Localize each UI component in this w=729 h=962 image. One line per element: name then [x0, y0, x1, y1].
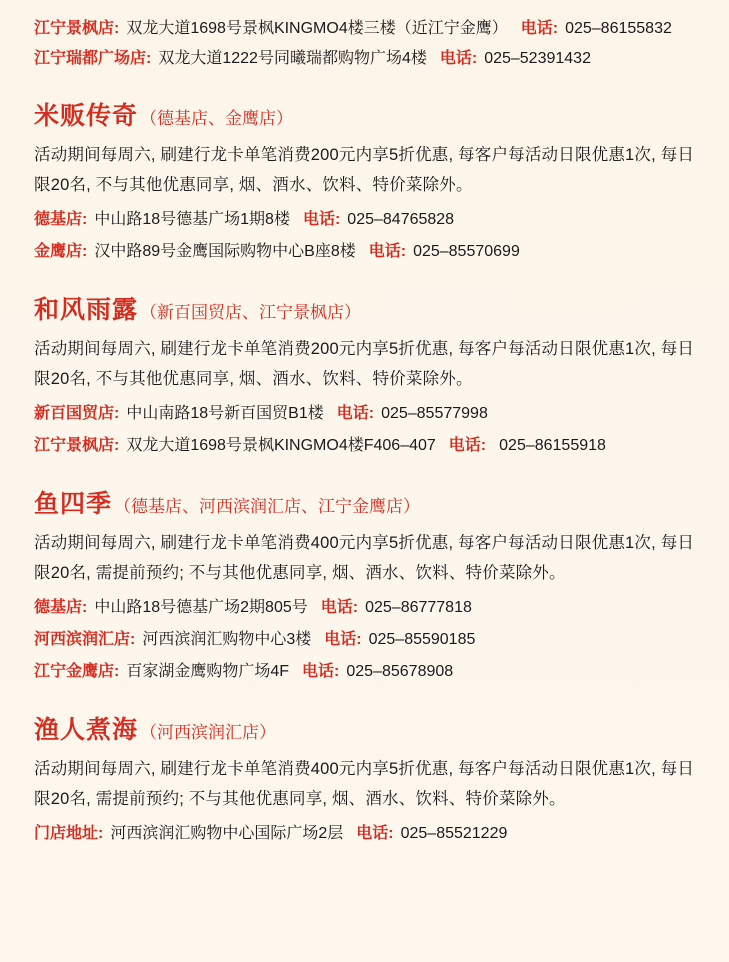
merchant-section	[34, 96, 695, 268]
tel-number: 025–86155832	[565, 20, 672, 37]
tel-number: 025–85521229	[400, 825, 508, 842]
store-address: 双龙大道1698号景枫KINGMO4楼三楼（近江宁金鹰）	[126, 20, 508, 37]
merchant-subtitle: （德基店、金鹰店）	[140, 109, 294, 128]
tel-label: 电话:	[336, 405, 375, 422]
branch-line	[34, 430, 695, 462]
tel-number: 025–85570699	[413, 243, 520, 260]
store-name-label: 德基店:	[34, 599, 88, 616]
store-name-label: 河西滨润汇店:	[34, 631, 136, 648]
store-name-label: 门店地址:	[34, 825, 104, 842]
merchant-description: 活动期间每周六, 刷建行龙卡单笔消费400元内享5折优惠, 每客户每活动日限优惠1次, 每日限20名, 需提前预约; 不与其他优惠同享, 烟、酒水、饮料、特价菜除外。	[34, 760, 695, 808]
merchant-subtitle: （新百国贸店、江宁景枫店）	[140, 303, 362, 322]
tel-number: 025–84765828	[347, 211, 455, 228]
tel-number: 025–86777818	[365, 599, 472, 616]
merchant-header	[34, 96, 695, 132]
store-name-label: 江宁景枫店:	[34, 20, 120, 37]
tel-label: 电话:	[448, 437, 487, 454]
merchant-description: 活动期间每周六, 刷建行龙卡单笔消费400元内享5折优惠, 每客户每活动日限优惠1次, 每日限20名, 需提前预约; 不与其他优惠同享, 烟、酒水、饮料、特价菜除外。	[34, 534, 695, 582]
tel-label: 电话:	[302, 211, 341, 228]
branch-line	[34, 818, 695, 850]
tel-label: 电话:	[439, 50, 478, 67]
tel-label: 电话:	[356, 825, 394, 842]
merchant-title: 和风雨露	[34, 296, 139, 324]
tel-number: 025–85678908	[346, 663, 454, 680]
store-address: 汉中路89号金鹰国际购物中心B座8楼	[94, 243, 356, 260]
branch-line	[34, 592, 695, 624]
merchant-header	[34, 290, 695, 326]
branch-line	[34, 398, 695, 430]
merchant-subtitle: （河西滨润汇店）	[140, 723, 277, 742]
tel-label: 电话:	[520, 20, 559, 37]
store-name-label: 新百国贸店:	[34, 405, 120, 422]
tel-number: 025–86155918	[499, 437, 606, 454]
store-name-label: 德基店:	[34, 211, 88, 228]
merchant-section	[34, 290, 695, 462]
merchant-title: 鱼四季	[34, 490, 113, 518]
merchant-header	[34, 484, 695, 520]
store-name-label: 金鹰店:	[34, 243, 88, 260]
tel-label: 电话:	[320, 599, 359, 616]
merchant-section	[34, 710, 695, 850]
branch-line	[34, 624, 695, 656]
store-address: 河西滨润汇购物中心3楼	[142, 631, 312, 648]
tel-label: 电话:	[324, 631, 362, 648]
branch-line	[34, 236, 695, 268]
merchant-description: 活动期间每周六, 刷建行龙卡单笔消费200元内享5折优惠, 每客户每活动日限优惠1次, 每日限20名, 不与其他优惠同享, 烟、酒水、饮料、特价菜除外。	[34, 146, 695, 194]
tel-label: 电话:	[368, 243, 407, 260]
store-address: 百家湖金鹰购物广场4F	[126, 663, 290, 680]
tel-number: 025–52391432	[484, 50, 591, 67]
store-address: 中山南路18号新百国贸B1楼	[126, 405, 324, 422]
store-address: 中山路18号德基广场1期8楼	[94, 211, 290, 228]
merchant-title: 米贩传奇	[34, 102, 139, 130]
store-name-label: 江宁瑞都广场店:	[34, 50, 152, 67]
tel-number: 025–85577998	[381, 405, 488, 422]
store-name-label: 江宁景枫店:	[34, 437, 120, 454]
store-address: 双龙大道1698号景枫KINGMO4楼F406–407	[126, 437, 436, 454]
merchant-header	[34, 710, 695, 746]
merchant-section	[34, 484, 695, 688]
store-address: 河西滨润汇购物中心国际广场2层	[110, 825, 344, 842]
store-line	[34, 14, 695, 44]
store-address: 中山路18号德基广场2期805号	[94, 599, 308, 616]
tel-label: 电话:	[302, 663, 340, 680]
branch-line	[34, 204, 695, 236]
top-store-list	[34, 14, 695, 74]
merchant-title: 渔人煮海	[34, 716, 139, 744]
store-address: 双龙大道1222号同曦瑞都购物广场4楼	[158, 50, 427, 67]
tel-number: 025–85590185	[368, 631, 476, 648]
branch-line	[34, 656, 695, 688]
merchant-subtitle: （德基店、河西滨润汇店、江宁金鹰店）	[114, 497, 421, 516]
store-name-label: 江宁金鹰店:	[34, 663, 120, 680]
merchant-description: 活动期间每周六, 刷建行龙卡单笔消费200元内享5折优惠, 每客户每活动日限优惠1次, 每日限20名, 不与其他优惠同享, 烟、酒水、饮料、特价菜除外。	[34, 340, 695, 388]
store-line	[34, 44, 695, 74]
